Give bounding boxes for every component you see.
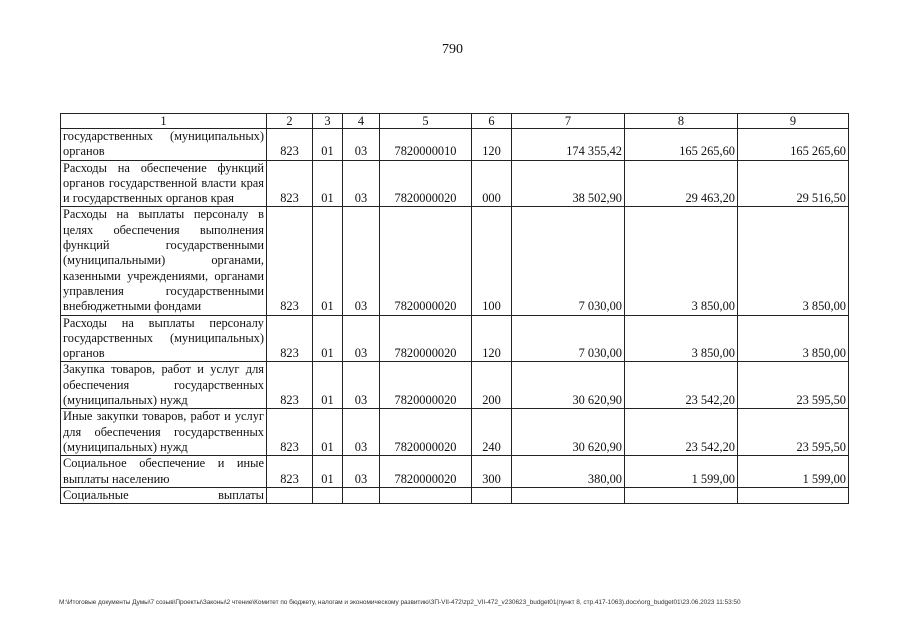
cell-pr (343, 487, 380, 503)
cell-pr: 03 (343, 315, 380, 362)
cell-vr: 120 (472, 315, 512, 362)
cell-amount-9: 3 850,00 (738, 315, 849, 362)
cell-csr: 7820000020 (380, 409, 472, 456)
cell-amount-9: 3 850,00 (738, 207, 849, 315)
cell-vr: 100 (472, 207, 512, 315)
cell-gr: 823 (267, 160, 313, 207)
cell-amount-7: 7 030,00 (512, 207, 625, 315)
cell-rz: 01 (313, 362, 343, 409)
header-cell: 4 (343, 114, 380, 129)
cell-rz: 01 (313, 456, 343, 488)
row-description: Закупка товаров, работ и услуг для обеспечения государственных (муниципальных) нужд (61, 362, 267, 409)
table-header-row (61, 114, 849, 129)
cell-gr: 823 (267, 315, 313, 362)
cell-csr: 7820000020 (380, 207, 472, 315)
cell-amount-8: 23 542,20 (625, 362, 738, 409)
cell-csr (380, 487, 472, 503)
table-row (61, 409, 849, 456)
header-cell: 2 (267, 114, 313, 129)
row-description: Расходы на обеспечение функций органов государственной власти края и государственных органов края (61, 160, 267, 207)
cell-amount-9: 23 595,50 (738, 409, 849, 456)
row-description: Иные закупки товаров, работ и услуг для обеспечения государственных (муниципальных) нужд (61, 409, 267, 456)
row-description: Социальное обеспечение и иные выплаты населению (61, 456, 267, 488)
cell-amount-8: 23 542,20 (625, 409, 738, 456)
cell-vr: 120 (472, 129, 512, 161)
header-cell: 8 (625, 114, 738, 129)
cell-gr: 823 (267, 207, 313, 315)
cell-vr (472, 487, 512, 503)
cell-csr: 7820000020 (380, 315, 472, 362)
cell-gr: 823 (267, 409, 313, 456)
header-cell: 9 (738, 114, 849, 129)
budget-table (60, 113, 849, 504)
table-row (61, 207, 849, 315)
cell-rz: 01 (313, 315, 343, 362)
cell-csr: 7820000010 (380, 129, 472, 161)
cell-rz: 01 (313, 160, 343, 207)
cell-vr: 300 (472, 456, 512, 488)
table-row (61, 362, 849, 409)
cell-csr: 7820000020 (380, 160, 472, 207)
cell-pr: 03 (343, 362, 380, 409)
row-description: Расходы на выплаты персоналу государственных (муниципальных) органов (61, 315, 267, 362)
cell-amount-9 (738, 487, 849, 503)
cell-amount-8 (625, 487, 738, 503)
row-description: Расходы на выплаты персоналу в целях обеспечения выполнения функций государственными (муниципальными) органами, казенными учреждениями, органами управления государственными внебюджетными фондами (61, 207, 267, 315)
cell-vr: 000 (472, 160, 512, 207)
row-description: Социальные выплаты (61, 487, 267, 503)
cell-amount-8: 3 850,00 (625, 315, 738, 362)
cell-gr: 823 (267, 456, 313, 488)
cell-rz: 01 (313, 207, 343, 315)
cell-amount-9: 165 265,60 (738, 129, 849, 161)
cell-amount-9: 23 595,50 (738, 362, 849, 409)
document-path-footer: M:\Итоговые документы Думы\7 созыв\Проекты\Законы\2 чтение\Комитет по бюджету, налогам и экономическому развитию\ЗП-VII-472\zp2_VII-472_v230623_budget01(пункт 8, стр.417-1063).docx\org_budget01\23.06.2023 11:53:50 (59, 599, 741, 606)
header-cell: 7 (512, 114, 625, 129)
cell-pr: 03 (343, 207, 380, 315)
cell-amount-7: 380,00 (512, 456, 625, 488)
cell-amount-8: 165 265,60 (625, 129, 738, 161)
cell-amount-7: 38 502,90 (512, 160, 625, 207)
cell-amount-7: 30 620,90 (512, 409, 625, 456)
cell-gr: 823 (267, 362, 313, 409)
cell-rz: 01 (313, 129, 343, 161)
table-row (61, 315, 849, 362)
header-cell: 5 (380, 114, 472, 129)
cell-csr: 7820000020 (380, 362, 472, 409)
cell-amount-8: 3 850,00 (625, 207, 738, 315)
cell-amount-8: 29 463,20 (625, 160, 738, 207)
cell-pr: 03 (343, 456, 380, 488)
header-cell: 6 (472, 114, 512, 129)
header-cell: 1 (61, 114, 267, 129)
cell-csr: 7820000020 (380, 456, 472, 488)
cell-amount-7: 7 030,00 (512, 315, 625, 362)
cell-rz (313, 487, 343, 503)
cell-amount-7: 30 620,90 (512, 362, 625, 409)
cell-rz: 01 (313, 409, 343, 456)
table-row (61, 487, 849, 503)
cell-vr: 200 (472, 362, 512, 409)
cell-gr: 823 (267, 129, 313, 161)
cell-amount-8: 1 599,00 (625, 456, 738, 488)
row-description: государственных (муниципальных) органов (61, 129, 267, 161)
page-number: 790 (442, 42, 463, 57)
table-row (61, 160, 849, 207)
cell-vr: 240 (472, 409, 512, 456)
cell-amount-7: 174 355,42 (512, 129, 625, 161)
cell-amount-7 (512, 487, 625, 503)
table-row (61, 129, 849, 161)
cell-amount-9: 29 516,50 (738, 160, 849, 207)
cell-amount-9: 1 599,00 (738, 456, 849, 488)
table-row (61, 456, 849, 488)
cell-pr: 03 (343, 129, 380, 161)
header-cell: 3 (313, 114, 343, 129)
cell-pr: 03 (343, 160, 380, 207)
cell-gr (267, 487, 313, 503)
cell-pr: 03 (343, 409, 380, 456)
